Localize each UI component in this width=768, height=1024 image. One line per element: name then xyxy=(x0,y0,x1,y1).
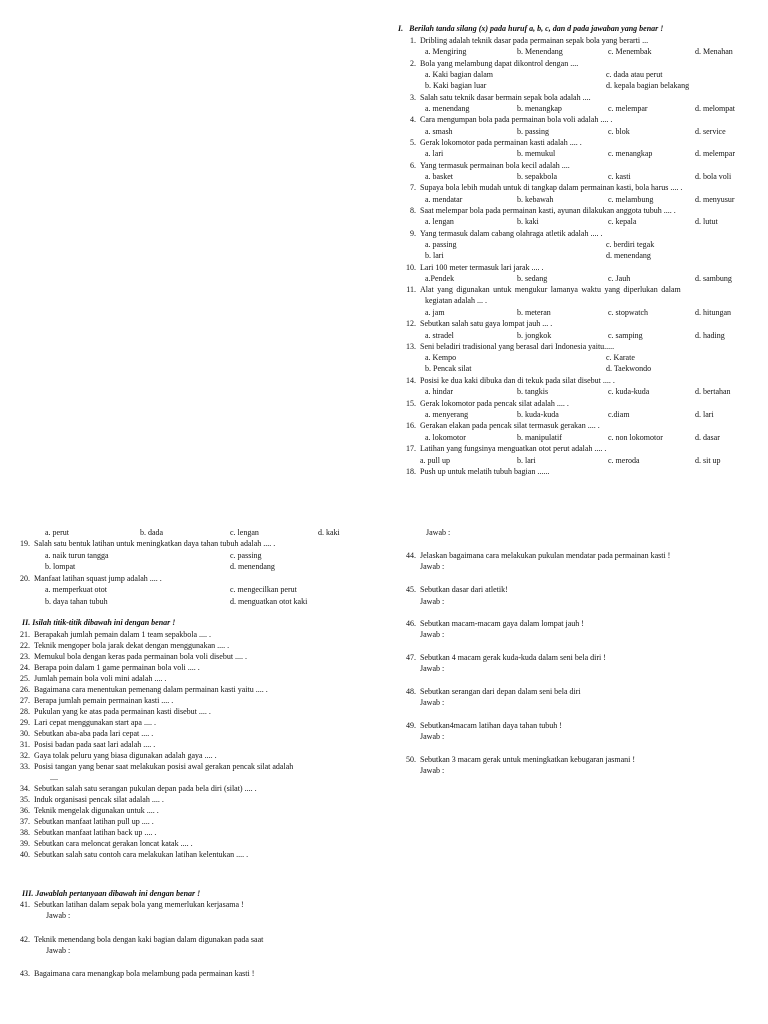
option: c. meroda xyxy=(608,456,640,465)
option: b. daya tahan tubuh xyxy=(45,597,108,606)
question-5: 5. Gerak lokomotor pada permainan kasti adalah .... . xyxy=(410,138,582,147)
answer-label: Jawab : xyxy=(420,630,445,639)
option: b. kaki xyxy=(517,217,539,226)
option: b. memukul xyxy=(517,149,556,158)
option: a. lengan xyxy=(425,217,454,226)
answer-label: Jawab : xyxy=(426,528,451,537)
question-13: 13. Seni beladiri tradisional yang berasal dari Indonesia yaitu..... xyxy=(406,342,615,351)
option: b. sedang xyxy=(517,274,548,283)
option: d. bola voli xyxy=(695,172,732,181)
essay-43: 43. Bagaimana cara menangkap bola melambung pada permainan kasti ! xyxy=(20,969,255,978)
question-11: 11. Alat yang digunakan untuk mengukur lamanya waktu yang diperlukan dalam xyxy=(406,285,681,294)
option: b. Kaki bagian luar xyxy=(425,81,487,90)
list-item: 31. Posisi badan pada saat lari adalah .... . xyxy=(20,740,156,749)
answer-label: Jawab : xyxy=(46,946,71,955)
option: b. Pencak silat xyxy=(425,364,472,373)
option: c. menangkap xyxy=(608,149,653,158)
option: c. non lokomotor xyxy=(608,433,663,442)
question-20: 20. Manfaat latihan squast jump adalah .... . xyxy=(20,574,162,583)
option: a. smash xyxy=(425,127,453,136)
option: c. Menembak xyxy=(608,47,652,56)
option: c. Karate xyxy=(606,353,635,362)
question-18: 18. Push up untuk melatih tubuh bagian ...... xyxy=(406,467,550,476)
list-item: 36. Teknik mengelak digunakan untuk .... . xyxy=(20,806,159,815)
list-item: 25. Jumlah pemain bola voli mini adalah .... . xyxy=(20,674,167,683)
answer-label: Jawab : xyxy=(420,664,445,673)
option: d. hading xyxy=(695,331,725,340)
option: b. menangkap xyxy=(517,104,562,113)
section-2-title: II. Isilah titik-titik dibawah ini dengan benar ! xyxy=(22,618,176,627)
option: a. Mengiring xyxy=(425,47,467,56)
option: a. jam xyxy=(425,308,445,317)
option: d. dasar xyxy=(695,433,720,442)
essay-49: 49. Sebutkan4macam latihan daya tahan tubuh ! xyxy=(406,721,562,730)
question-6: 6. Yang termasuk permainan bola kecil adalah .... xyxy=(410,161,570,170)
option: c. Jauh xyxy=(608,274,631,283)
option: a. basket xyxy=(425,172,453,181)
fill-question-list xyxy=(12,629,372,860)
option: a. lokomotor xyxy=(425,433,466,442)
question-19: 19. Salah satu bentuk latihan untuk meningkatkan daya tahan tubuh adalah .... . xyxy=(20,539,276,548)
option: a. passing xyxy=(425,240,457,249)
option: d. menyusur xyxy=(695,195,735,204)
option: c.diam xyxy=(608,410,630,419)
essay-44: 44. Jelaskan bagaimana cara melakukan pukulan mendatar pada permainan kasti ! xyxy=(406,551,671,560)
question-1: 1. Dribling adalah teknik dasar pada permainan sepak bola yang berarti ... xyxy=(410,36,649,45)
option: c. kasti xyxy=(608,172,631,181)
list-item: 34. Sebutkan salah satu serangan pukulan depan pada bela diri (silat) .... . xyxy=(20,784,257,793)
option: d. Menahan xyxy=(695,47,733,56)
option: d. sit up xyxy=(695,456,721,465)
question-10: 10. Lari 100 meter termasuk lari jarak .... . xyxy=(406,263,544,272)
list-item: 22. Teknik mengoper bola jarak dekat dengan menggunakan .... . xyxy=(20,641,230,650)
list-item: 37. Sebutkan manfaat latihan pull up .... . xyxy=(20,817,154,826)
option: d. melempar xyxy=(695,149,735,158)
answer-label: Jawab : xyxy=(420,597,445,606)
question-9: 9. Yang termasuk dalam cabang olahraga atletik adalah .... . xyxy=(410,229,603,238)
option: a. hindar xyxy=(425,387,453,396)
question-12: 12. Sebutkan salah satu gaya lompat jauh ... . xyxy=(406,319,553,328)
list-item: .... xyxy=(50,773,58,782)
option: a. menendang xyxy=(425,104,470,113)
option: d. sambung xyxy=(695,274,732,283)
list-item: 29. Lari cepat menggunakan start apa .... . xyxy=(20,718,156,727)
list-item: 33. Posisi tangan yang benar saat melakukan posisi awal gerakan pencak silat adalah xyxy=(20,762,294,771)
option: d. melompat xyxy=(695,104,735,113)
option: d. menendang xyxy=(606,251,651,260)
option: d. lari xyxy=(695,410,714,419)
option: c. melambung xyxy=(608,195,654,204)
answer-label: Jawab : xyxy=(420,698,445,707)
option: b. Menendang xyxy=(517,47,563,56)
list-item: 35. Induk organisasi pencak silat adalah .... . xyxy=(20,795,164,804)
option: d. menguatkan otot kaki xyxy=(230,597,308,606)
question-11-cont: kegiatan adalah ... . xyxy=(425,296,487,305)
option: b. manipulatif xyxy=(517,433,562,442)
option: a. naik turun tangga xyxy=(45,551,109,560)
essay-42: 42. Teknik menendang bola dengan kaki bagian dalam digunakan pada saat xyxy=(20,935,264,944)
question-2: 2. Bola yang melambung dapat dikontrol dengan .... xyxy=(410,59,579,68)
option: c. kuda-kuda xyxy=(608,387,650,396)
question-7: 7. Supaya bola lebih mudah untuk di tangkap dalam permainan kasti, bola harus .... . xyxy=(410,183,683,192)
question-15: 15. Gerak lokomotor pada pencak silat adalah .... . xyxy=(406,399,569,408)
question-3: 3. Salah satu teknik dasar bermain sepak bola adalah .... xyxy=(410,93,591,102)
option: b. jongkok xyxy=(517,331,552,340)
list-item: 28. Pukulan yang ke atas pada permainan kasti disebut .... . xyxy=(20,707,211,716)
section-1-title: I. Berilah tanda silang (x) pada huruf a, b, c, dan d pada jawaban yang benar ! xyxy=(398,24,664,33)
list-item: 21. Berapakah jumlah pemain dalam 1 team sepakbola .... . xyxy=(20,630,212,639)
option: b. sepakbola xyxy=(517,172,557,181)
option: a. memperkuat otot xyxy=(45,585,107,594)
option: b. lari xyxy=(517,456,536,465)
option: d. kaki xyxy=(318,528,340,537)
option: b. lari xyxy=(425,251,444,260)
essay-50: 50. Sebutkan 3 macam gerak untuk meningkatkan kebugaran jasmani ! xyxy=(406,755,636,764)
option: d. service xyxy=(695,127,726,136)
option: a.Pendek xyxy=(425,274,455,283)
option: b. lompat xyxy=(45,562,76,571)
option: c. mengecilkan perut xyxy=(230,585,297,594)
option: a. mendatar xyxy=(425,195,463,204)
question-8: 8. Saat melempar bola pada permainan kasti, ayunan dilakukan anggota tubuh .... . xyxy=(410,206,676,215)
list-item: 30. Sebutkan aba-aba pada lari cepat .... . xyxy=(20,729,154,738)
answer-label: Jawab : xyxy=(46,911,71,920)
option: d. kepala bagian belakang xyxy=(606,81,690,90)
option: b. kuda-kuda xyxy=(517,410,559,419)
list-item: 23. Memukul bola dengan keras pada permainan bola voli disebut .... . xyxy=(20,652,248,661)
essay-46: 46. Sebutkan macam-macam gaya dalam lompat jauh ! xyxy=(406,619,584,628)
essay-45: 45. Sebutkan dasar dari atletik! xyxy=(406,585,508,594)
option: d. lutut xyxy=(695,217,718,226)
option: a. Kaki bagian dalam xyxy=(425,70,493,79)
option: b. meteran xyxy=(517,308,551,317)
list-item: 24. Berapa poin dalam 1 game permainan bola voli .... . xyxy=(20,663,200,672)
list-item: 38. Sebutkan manfaat latihan back up .... . xyxy=(20,828,157,837)
option: d. hitungan xyxy=(695,308,731,317)
option: c. passing xyxy=(230,551,262,560)
essay-47: 47. Sebutkan 4 macam gerak kuda-kuda dalam seni bela diri ! xyxy=(406,653,606,662)
question-16: 16. Gerakan elakan pada pencak silat termasuk gerakan .... . xyxy=(406,421,600,430)
answer-label: Jawab : xyxy=(420,562,445,571)
option: b. passing xyxy=(517,127,549,136)
option: a. stradel xyxy=(425,331,454,340)
option: a. menyerang xyxy=(425,410,469,419)
list-item: 32. Gaya tolak peluru yang biasa digunakan adalah gaya .... . xyxy=(20,751,217,760)
list-item: 27. Berapa jumlah pemain permainan kasti .... . xyxy=(20,696,174,705)
essay-41: 41. Sebutkan latihan dalam sepak bola yang memerlukan kerjasama ! xyxy=(20,900,244,909)
option: b. tangkis xyxy=(517,387,549,396)
option: c. lengan xyxy=(230,528,259,537)
option: c. melempar xyxy=(608,104,648,113)
option: d. menendang xyxy=(230,562,275,571)
question-4: 4. Cara mengumpan bola pada permainan bola voli adalah .... . xyxy=(410,115,613,124)
option: a. lari xyxy=(425,149,444,158)
option: a. pull up xyxy=(420,456,450,465)
option: a. Kempo xyxy=(425,353,457,362)
answer-label: Jawab : xyxy=(420,766,445,775)
option: c. samping xyxy=(608,331,643,340)
option: d. Taekwondo xyxy=(606,364,652,373)
answer-label: Jawab : xyxy=(420,732,445,741)
list-item: 39. Sebutkan cara meloncat gerakan loncat katak .... . xyxy=(20,839,193,848)
option: c. kepala xyxy=(608,217,637,226)
list-item: 26. Bagaimana cara menentukan pemenang dalam permainan kasti yaitu .... . xyxy=(20,685,268,694)
question-14: 14. Posisi ke dua kaki dibuka dan di tekuk pada silat disebut .... . xyxy=(406,376,615,385)
section-3-title: III. Jawablah pertanyaan dibawah ini dengan benar ! xyxy=(22,889,201,898)
essay-48: 48. Sebutkan serangan dari depan dalam seni bela diri xyxy=(406,687,581,696)
option: c. blok xyxy=(608,127,630,136)
option: a. perut xyxy=(45,528,69,537)
option: c. berdiri tegak xyxy=(606,240,655,249)
option: b. kebawah xyxy=(517,195,554,204)
question-17: 17. Latihan yang fungsinya menguatkan otot perut adalah .... . xyxy=(406,444,607,453)
option: c. dada atau perut xyxy=(606,70,663,79)
option: c. stopwatch xyxy=(608,308,648,317)
option: b. dada xyxy=(140,528,164,537)
option: d. bertahan xyxy=(695,387,731,396)
list-item: 40. Sebutkan salah satu contoh cara melakukan latihan kelentukan .... . xyxy=(20,850,249,859)
